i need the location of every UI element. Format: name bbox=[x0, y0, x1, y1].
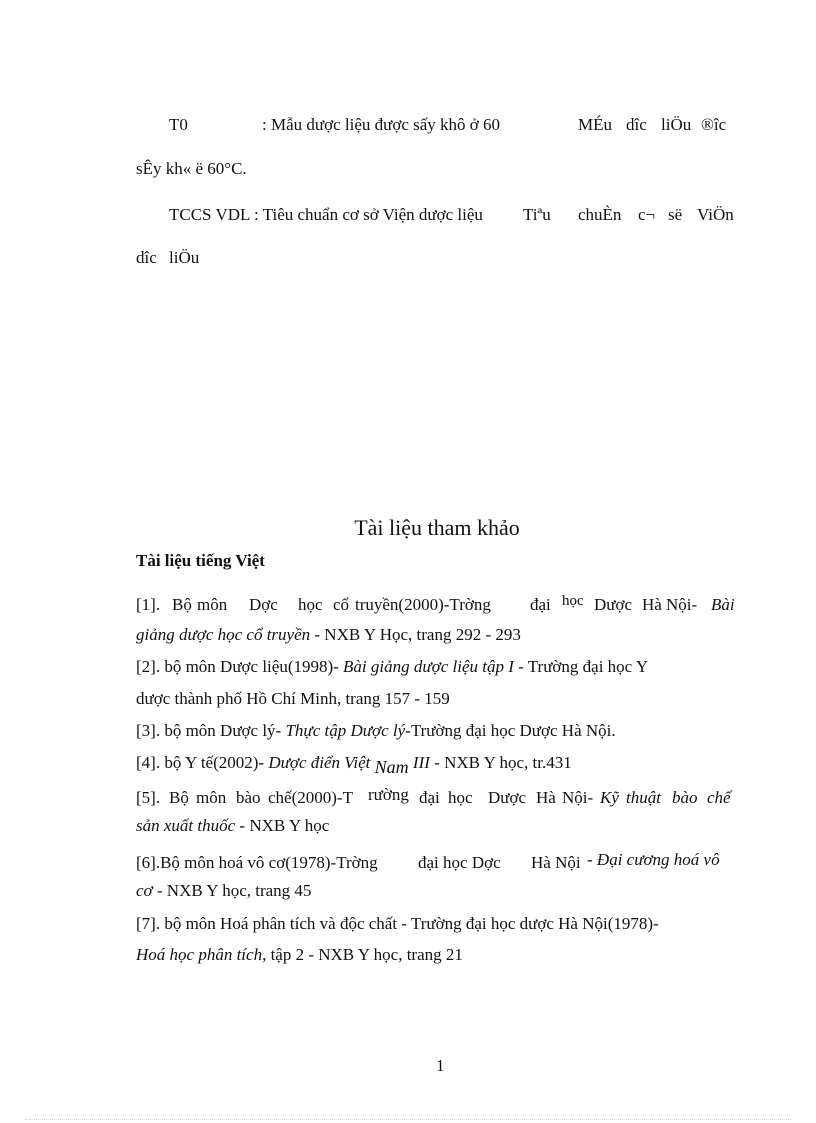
reference-5-word: chế(2000)-T bbox=[268, 788, 353, 807]
reference-6-part: Hà Nội bbox=[531, 853, 581, 872]
reference-2-line1: [2]. bộ môn Dược liệu(1998)- Bài giảng dược liệu tập I - Trường đại học Y bbox=[136, 657, 649, 676]
note-t0-line1 bbox=[169, 114, 188, 136]
reference-5-word: học bbox=[448, 788, 473, 807]
note-t0-garbled: liÖu bbox=[661, 115, 692, 134]
reference-5-word: thuật bbox=[626, 788, 661, 807]
note-tccs-garbled: c¬ bbox=[638, 205, 656, 224]
reference-5-word: bào bbox=[672, 788, 698, 807]
note-tccs-line1: TCCS VDL : Tiêu chuẩn cơ sở Viện dược liệu bbox=[169, 205, 483, 224]
page-number: 1 bbox=[436, 1056, 445, 1075]
note-tccs-garbled: së bbox=[668, 205, 683, 224]
reference-5-word: môn bbox=[196, 788, 227, 807]
reference-1-word: Dược bbox=[594, 595, 633, 614]
reference-6-line2: cơ - NXB Y học, trang 45 bbox=[136, 881, 312, 900]
note-t0-garbled: dîc bbox=[626, 115, 647, 134]
note-t0-garbled: MÉu bbox=[578, 115, 612, 134]
note-t0-line2: sÊy kh« ë 60°C. bbox=[136, 159, 247, 178]
reference-1-word: Dợc bbox=[249, 595, 278, 614]
reference-1-word: truyền(2000)-Trờng bbox=[355, 595, 491, 614]
reference-1-word: Nội- bbox=[666, 595, 698, 614]
reference-7-line1: [7]. bộ môn Hoá phân tích và độc chất - Trường đại học dược Hà Nội(1978)- bbox=[136, 914, 659, 933]
reference-1-word: Hà bbox=[642, 595, 662, 614]
reference-1-word: Bài bbox=[711, 595, 735, 614]
reference-5-word: chế bbox=[707, 788, 731, 807]
reference-4: [4]. bộ Y tế(2002)- Dược điển Việt Nam III - NXB Y học, tr.431 bbox=[136, 753, 572, 777]
note-tccs-line2: liÖu bbox=[169, 248, 200, 267]
note-tccs-line2: dîc bbox=[136, 248, 157, 267]
reference-6-part: - Đại cương hoá vô bbox=[587, 850, 720, 869]
references-title: Tài liệu tham khảo bbox=[354, 515, 520, 540]
reference-5-word: đại bbox=[419, 788, 440, 807]
note-tccs-garbled: ViÖn bbox=[697, 205, 734, 224]
reference-1-word: đại bbox=[530, 595, 551, 614]
reference-1-line1: [1]. bbox=[136, 595, 161, 614]
reference-1-word: môn bbox=[197, 595, 228, 614]
reference-5-word: Nội- bbox=[562, 788, 594, 807]
reference-5-word: Bộ bbox=[169, 788, 189, 807]
reference-7-line2: Hoá học phân tích, tập 2 - NXB Y học, trang 21 bbox=[136, 945, 463, 964]
reference-6-part: [6].Bộ môn hoá vô cơ(1978)-Trờng bbox=[136, 853, 378, 872]
references-subtitle: Tài liệu tiếng Việt bbox=[136, 551, 265, 570]
reference-5-word: Kỹ bbox=[600, 788, 619, 807]
reference-5-word: Dược bbox=[488, 788, 527, 807]
note-t0-definition: : Mẫu dược liệu được sấy khô ở 60 bbox=[262, 115, 501, 134]
reference-6-part: đại học Dợc bbox=[418, 853, 501, 872]
reference-1-word: Bộ bbox=[172, 595, 192, 614]
reference-1-line2: giảng dược học cổ truyền - NXB Y Học, trang 292 - 293 bbox=[136, 625, 521, 644]
reference-5-word: Hà bbox=[536, 788, 556, 807]
note-t0-garbled: ®îc bbox=[701, 115, 727, 134]
reference-5-line2: sản xuất thuốc - NXB Y học bbox=[136, 816, 330, 835]
reference-3: [3]. bộ môn Dược lý- Thực tập Dược lý-Trường đại học Dược Hà Nội. bbox=[136, 721, 616, 740]
reference-1-word: học bbox=[298, 595, 323, 614]
reference-5-word: rường bbox=[368, 785, 409, 804]
reference-1-word: cổ bbox=[333, 595, 350, 614]
note-t0-term: T0 bbox=[169, 115, 188, 134]
page-bottom-divider bbox=[25, 1119, 791, 1120]
reference-2-line2: dược thành phố Hồ Chí Minh, trang 157 - 159 bbox=[136, 689, 450, 708]
note-tccs-garbled: Tiªu bbox=[523, 205, 551, 224]
reference-5-word: [5]. bbox=[136, 788, 161, 807]
reference-5-word: bào bbox=[236, 788, 261, 807]
note-tccs-garbled: chuÈn bbox=[578, 205, 622, 224]
reference-1-word: học bbox=[562, 593, 584, 609]
